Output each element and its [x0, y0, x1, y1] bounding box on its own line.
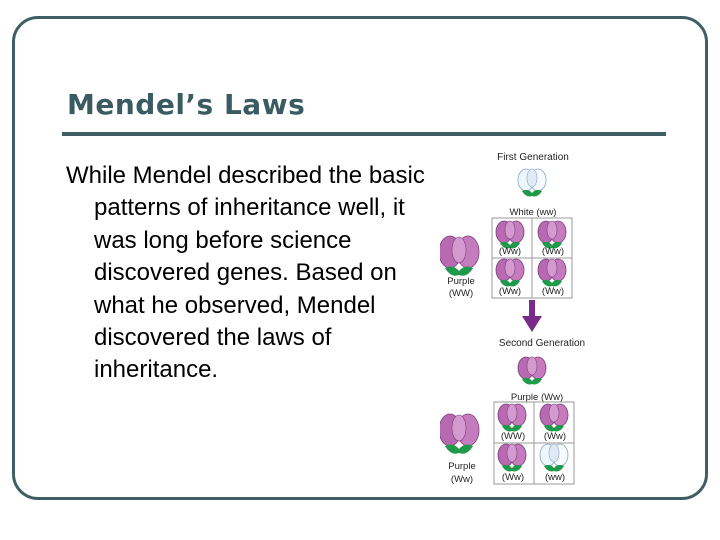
second-generation-label: Second Generation: [498, 338, 586, 349]
purple-parent-label-line1: Purple: [447, 276, 475, 287]
title-underline: [62, 132, 666, 136]
grid1-cell-3-label: (Ww): [498, 286, 522, 297]
generation-arrow-icon: [522, 300, 542, 332]
slide-body-text: While Mendel described the basic patterns of inheritance well, it was long before science discovered genes. Based on what he observed, Mendel discovered the laws of inheritance.: [66, 162, 425, 384]
purple-parent-flower-icon: [440, 236, 479, 276]
grid2-cell-2-label: (Ww): [543, 431, 567, 442]
grid1-cell-4-label: (Ww): [541, 286, 565, 297]
purple-hybrid-flower-icon: [518, 357, 546, 384]
white-parent-label: White (ww): [509, 207, 557, 218]
grid2-cell-1-label: (WW): [500, 431, 526, 442]
grid1-cell-1-label: (Ww): [498, 246, 522, 257]
mendel-inheritance-diagram: [440, 146, 640, 488]
purple-side-flower-icon: [440, 414, 479, 454]
white-parent-flower-icon: [518, 169, 546, 196]
grid1-cell-2-label: (Ww): [541, 246, 565, 257]
purple-hybrid-label: Purple (Ww): [510, 392, 564, 403]
slide-title: Mendel’s Laws: [67, 88, 306, 121]
first-generation-label: First Generation: [497, 152, 569, 163]
grid2-cell-4-label: (ww): [544, 472, 566, 483]
purple-parent-label-line2: (WW): [448, 288, 474, 299]
grid2-cell-3-label: (Ww): [501, 472, 525, 483]
purple-side-label-line1: Purple: [448, 461, 476, 472]
purple-side-label-line2: (Ww): [450, 474, 474, 485]
inheritance-diagram-svg: [440, 146, 640, 488]
